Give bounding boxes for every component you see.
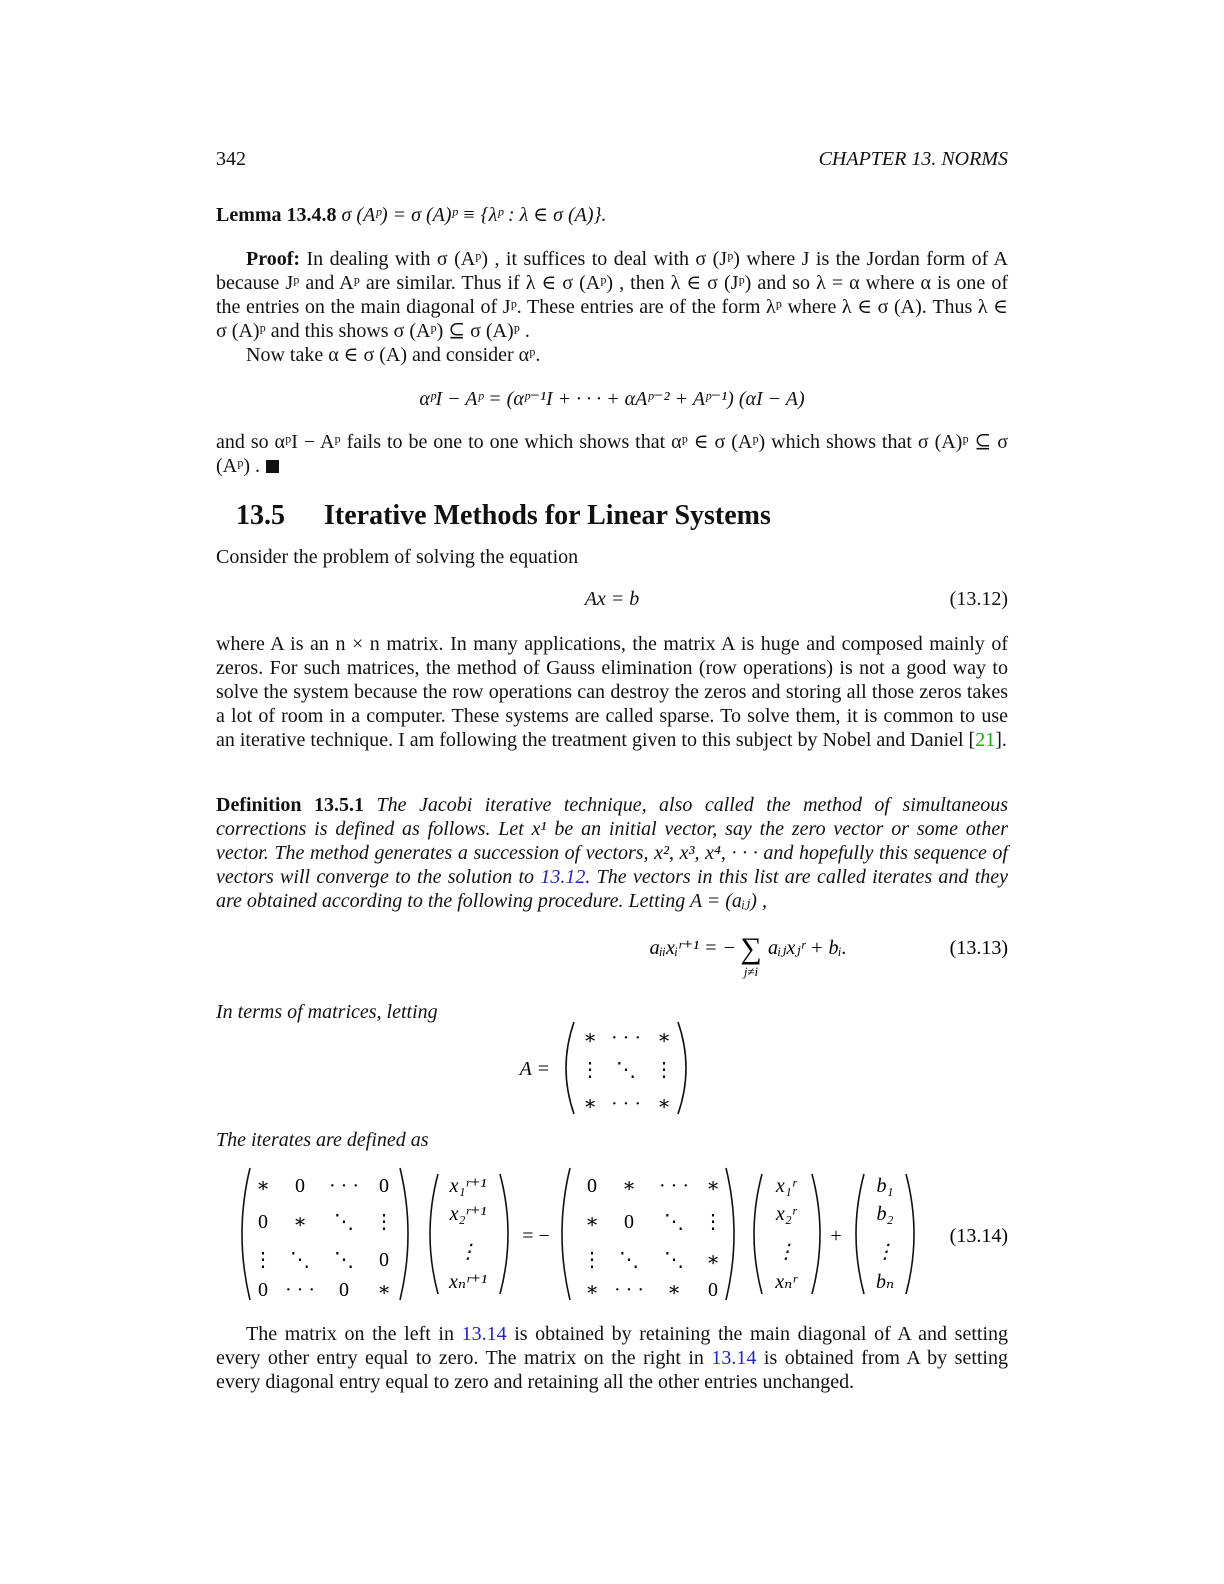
offdiag-matrix-entry: 0 [587,1175,597,1197]
offdiag-matrix-entry: ⋱ [664,1249,684,1271]
matrix-a-entry: · · · [611,1027,641,1049]
equation-13-12-content: Ax = b [584,588,640,610]
equation-13-13-label: (13.13) [949,937,1008,959]
diag-matrix-entry: ∗ [256,1175,270,1197]
offdiag-matrix-entry: ∗ [622,1175,636,1197]
diag-matrix-entry: · · · [329,1175,359,1197]
definition [216,793,1008,913]
equation-13-13-svg [216,930,1008,982]
definition-label: Definition 13.5.1 [216,794,365,816]
final-paragraph [216,1322,1008,1394]
section-number: 13.5 [236,500,285,531]
left-paren-icon [566,1022,574,1114]
matrix-a-entry: ∗ [583,1027,597,1049]
equation-13-12 [216,588,1008,616]
offdiag-matrix-entry: 0 [624,1211,634,1233]
offdiag-matrix-entry: ∗ [706,1249,720,1271]
proof-conclusion-text: and so αᵖI − Aᵖ fails to be one to one which shows that αᵖ ∈ σ (Aᵖ) which shows that σ (A)ᵖ ⊆ σ (Aᵖ) . [216,431,1008,477]
diag-matrix-entry: 0 [379,1175,389,1197]
proof-label: Proof: [246,248,301,270]
xnew-entry: x₁ʳ⁺¹ [449,1175,487,1197]
proof-conclusion [216,430,1008,478]
diag-matrix-entry: ∗ [293,1211,307,1233]
eq13-13-rhs: aᵢⱼxⱼʳ + bᵢ. [768,937,847,959]
offdiag-matrix-entry: ⋮ [582,1249,602,1271]
equation-13-14-content [242,1168,914,1301]
left-paren-icon [856,1174,864,1294]
matrix-a-entry: ∗ [657,1093,671,1115]
lemma-label: Lemma 13.4.8 [216,204,337,226]
definition-text-end: . The vectors in this list are called iterates and they are obtained according to the following procedure. Letting A = (aᵢⱼ) , [216,866,1009,912]
matrix-a-lhs: A = [519,1058,550,1080]
matrix-a-entry: ⋮ [580,1059,600,1081]
diag-matrix-entry: ⋮ [253,1249,273,1271]
x-entry: x₂ʳ [775,1203,797,1225]
diag-matrix-entry: 0 [258,1279,268,1301]
offdiag-matrix-entry: ∗ [706,1175,720,1197]
sparse-paragraph-end: ]. [995,729,1007,751]
matrix-a-entry: ⋱ [616,1059,636,1081]
xnew-entry: x₂ʳ⁺¹ [449,1203,487,1225]
proof-paragraph [216,247,1008,343]
right-paren-icon [906,1174,914,1294]
diag-matrix-entry: 0 [295,1175,305,1197]
matrix-a-entries [580,1027,674,1115]
matrix-a-entry: ∗ [583,1093,597,1115]
right-paren-icon [812,1174,820,1294]
diag-matrix-entry: ⋮ [374,1211,394,1233]
offdiag-matrix-entry: · · · [659,1175,689,1197]
left-paren-icon [242,1168,250,1300]
definition-text: The Jacobi iterative technique, also called the method of simultaneous corrections is defined as follows. Let x¹ be an initial vector, say the zero vector or some other vector. The method generates a succession of vectors, x², x³, x⁴, · · · and hopefully this sequence of vectors will converge to the solution to [216,794,1009,888]
qed-square-icon [266,460,279,473]
diag-matrix-entry: · · · [285,1279,315,1301]
x-entry: xₙʳ [775,1271,797,1293]
final-text-1: The matrix on the left in [246,1323,462,1345]
equation-ref-13-14-b[interactable]: 13.14 [711,1347,757,1369]
equation-ref-13-12[interactable]: 13.12 [540,866,586,888]
factorization-formula: αᵖI − Aᵖ = (αᵖ⁻¹I + · · · + αAᵖ⁻² + Aᵖ⁻¹) (αI − A) [419,388,805,410]
left-paren-icon [430,1174,438,1294]
diag-matrix-entry: ∗ [377,1279,391,1301]
matrix-a-entry: ∗ [657,1027,671,1049]
page-number: 342 [216,148,246,170]
iterates-text: The iterates are defined as [216,1129,429,1151]
offdiag-matrix-entry: ∗ [585,1211,599,1233]
equation-13-14 [216,1166,1008,1306]
proof-display-equation [216,386,1008,414]
diag-matrix-entry: ⋱ [334,1249,354,1271]
section-intro: Consider the problem of solving the equation [216,546,579,568]
equation-13-12-label: (13.12) [949,588,1008,610]
lemma-statement: σ (Aᵖ) = σ (A)ᵖ ≡ {λᵖ : λ ∈ σ (A)}. [341,204,607,226]
diag-matrix-entry: ⋱ [290,1249,310,1271]
section-title: Iterative Methods for Linear Systems [324,500,771,531]
offdiag-matrix-entry: ∗ [585,1279,599,1301]
offdiag-matrix-entry: ∗ [667,1279,681,1301]
right-paren-icon [678,1022,686,1114]
final-text-3: is obtained from A by setting every diagonal entry equal to zero and retaining all the other entries unchanged. [216,1347,1008,1393]
offdiag-matrix-entry: · · · [614,1279,644,1301]
matrix-a-entry: ⋮ [654,1059,674,1081]
equation-ref-13-14-a[interactable]: 13.14 [461,1323,507,1345]
x-entry: ⋮ [776,1241,796,1263]
right-paren-icon [400,1168,408,1300]
chapter-title: CHAPTER 13. NORMS [818,148,1008,170]
left-paren-icon [754,1174,762,1294]
eq14-plus: + [830,1225,842,1247]
equation-13-13 [216,930,1008,982]
x-entry: x₁ʳ [775,1175,797,1197]
matrix-a [216,1018,1008,1122]
terms-text: In terms of matrices, letting [216,1001,438,1023]
section-heading [236,500,771,532]
summation-index: j≠i [743,964,759,979]
right-paren-icon [726,1168,734,1300]
summation-icon: ∑ [740,932,762,965]
b-entry: b₂ [876,1203,894,1225]
diag-matrix-entry: 0 [339,1279,349,1301]
xnew-entry: xₙʳ⁺¹ [449,1271,487,1293]
b-entry: b₁ [876,1175,894,1197]
xnew-entry: ⋮ [458,1241,478,1263]
left-paren-icon [562,1168,570,1300]
lemma [216,203,1008,227]
offdiag-matrix-entry: ⋱ [619,1249,639,1271]
offdiag-matrix-entry: ⋮ [703,1211,723,1233]
offdiag-matrix-entry: ⋱ [664,1211,684,1233]
b-entry: ⋮ [875,1241,895,1263]
eq13-13-lhs: aᵢᵢxᵢʳ⁺¹ = − [649,937,736,959]
diag-matrix-entry: ⋱ [334,1211,354,1233]
proof-next: Now take α ∈ σ (A) and consider αᵖ. [246,344,541,366]
matrix-a-entry: · · · [611,1093,641,1115]
citation-link[interactable]: 21 [975,729,996,751]
right-paren-icon [500,1174,508,1294]
proof-text: In dealing with σ (Aᵖ) , it suffices to deal with σ (Jᵖ) where J is the Jordan form of A because Jᵖ and Aᵖ are similar. Thus if λ ∈ σ (Aᵖ) , then λ ∈ σ (Jᵖ) and so λ = α where α is one of the entries on the main diagonal of Jᵖ. These entries are of the form λᵖ where λ ∈ σ (A). Thus λ ∈ σ (A)ᵖ and this shows σ (Aᵖ) ⊆ σ (A)ᵖ . [216,248,1008,342]
offdiag-matrix-entry: 0 [708,1279,718,1301]
eq14-equals-minus: = − [522,1225,550,1247]
sparse-paragraph [216,632,1008,752]
sparse-paragraph-text: where A is an n × n matrix. In many applications, the matrix A is huge and composed mainly of zeros. For such matrices, the method of Gauss elimination (row operations) is not a good way to solve the system because the row operations can destroy the zeros and storing all those zeros takes a lot of room in a computer. These systems are called sparse. To solve them, it is common to use an iterative technique. I am following the treatment given to this subject by Nobel and Daniel [ [216,633,1008,751]
diag-matrix-entry: 0 [379,1249,389,1271]
b-entry: bₙ [875,1271,895,1293]
equation-13-14-label: (13.14) [949,1225,1008,1247]
final-text-2: is obtained by retaining the main diagonal of A and setting every other entry equal to zero. The matrix on the right in [216,1323,1008,1369]
running-header [216,148,1008,174]
diag-matrix-entry: 0 [258,1211,268,1233]
